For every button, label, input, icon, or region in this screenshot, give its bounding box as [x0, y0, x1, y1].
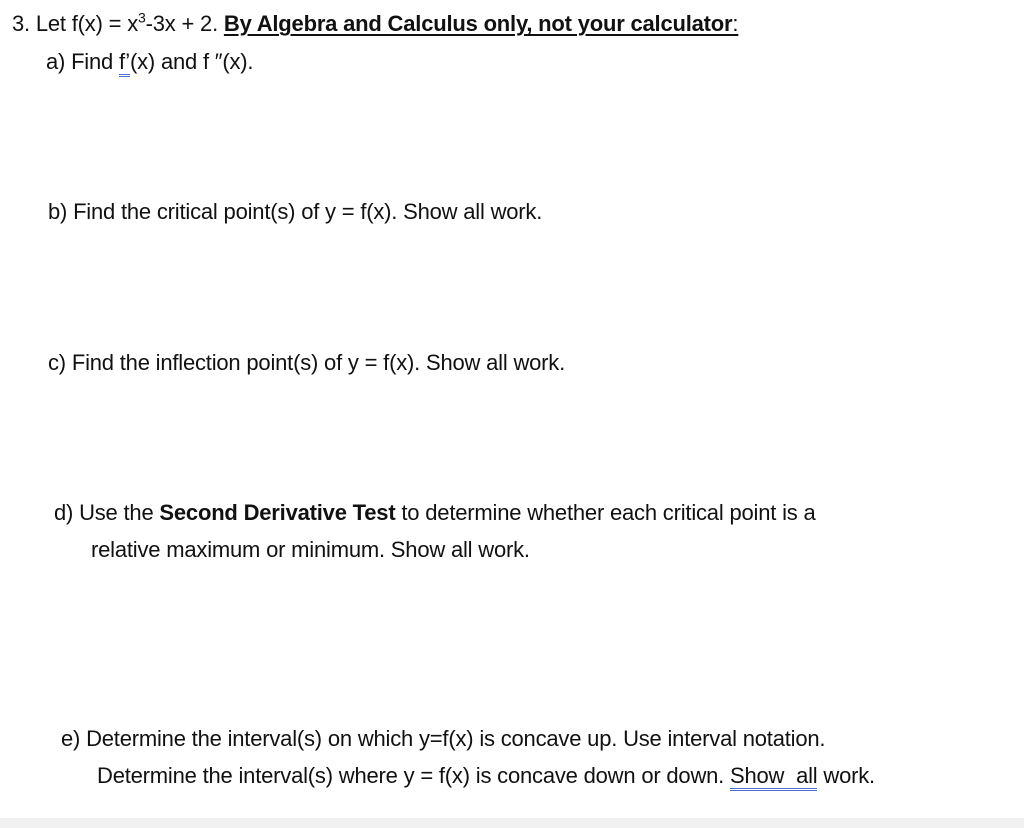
instruction-emphasis: By Algebra and Calculus only, not your calculator	[223, 11, 733, 36]
part-d-line-2-text: relative maximum or minimum. Show all work.	[91, 537, 530, 562]
part-e-line-1-text: e) Determine the interval(s) on which y=f(x) is concave up. Use interval notation.	[61, 726, 826, 751]
part-d-line-1	[54, 499, 816, 527]
part-c	[48, 349, 565, 377]
part-e-line-2	[97, 762, 875, 790]
part-a-suffix: (x) and f ″(x).	[129, 49, 254, 74]
part-c-text: c) Find the inflection point(s) of y = f(x). Show all work.	[48, 350, 566, 375]
exponent: 3	[138, 9, 146, 26]
f-prime-notation: f’	[119, 49, 130, 77]
part-e-line-2-prefix: Determine the interval(s) where y = f(x) is concave down or down.	[97, 763, 731, 788]
show-all-emphasis: Show all	[730, 763, 817, 791]
part-a-prefix: a) Find	[46, 49, 119, 74]
page-bottom-edge	[0, 818, 1024, 828]
second-derivative-test-term: Second Derivative Test	[159, 500, 396, 525]
part-d-prefix: d) Use the	[54, 500, 160, 525]
question-3-function-rest: -3x + 2.	[145, 11, 224, 36]
part-d-suffix: to determine whether each critical point is a	[395, 500, 816, 525]
part-d-line-2	[91, 536, 530, 564]
part-e-line-1	[61, 725, 825, 753]
part-b-text: b) Find the critical point(s) of y = f(x). Show all work.	[48, 199, 543, 224]
part-a	[46, 48, 253, 76]
instruction-colon: :	[732, 11, 739, 36]
question-3-lead: 3. Let f(x) = x	[12, 11, 138, 36]
question-3-heading	[12, 10, 738, 38]
part-e-line-2-suffix: work.	[817, 763, 875, 788]
part-b	[48, 198, 542, 226]
